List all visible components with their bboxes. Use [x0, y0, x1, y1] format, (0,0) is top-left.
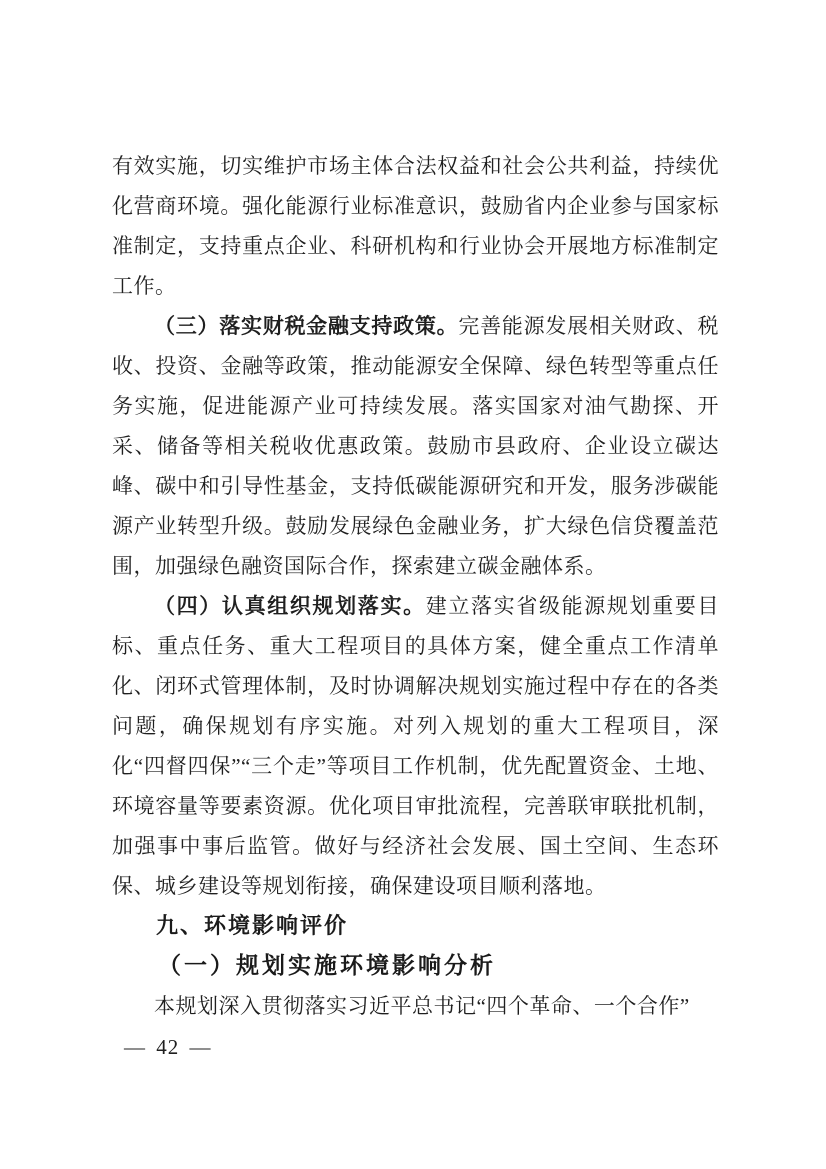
paragraph-section-4 [112, 586, 719, 906]
paragraph-text: 建立落实省级能源规划重要目标、重点任务、重大工程项目的具体方案，健全重点工作清单化、闭环式管理体制，及时协调解决规划实施过程中存在的各类问题，确保规划有序实施。对列入规划的重大工程项目，深化“四督四保”“三个走”等项目工作机制，优先配置资金、土地、环境容量等要素资源。优化项目审批流程，完善联审联批机制，加强事中事后监管。做好与经济社会发展、国土空间、生态环保、城乡建设等规划衔接，确保建设项目顺利落地。 [112, 594, 719, 898]
paragraph-lead: （三）落实财税金融支持政策。 [154, 314, 459, 338]
section-heading: 九、环境影响评价 [156, 913, 349, 938]
subsection-heading: （一）规划实施环境影响分析 [158, 953, 496, 978]
paragraph-lead: （四）认真组织规划落实。 [154, 594, 426, 618]
paragraph-section-3 [112, 306, 719, 586]
page-number: — 42 — [124, 1035, 212, 1059]
document-body [112, 146, 719, 1026]
paragraph-text: 完善能源发展相关财政、税收、投资、金融等政策，推动能源安全保障、绿色转型等重点任务实施，促进能源产业可持续发展。落实国家对油气勘探、开采、储备等相关税收优惠政策。鼓励市县政府、企业设立碳达峰、碳中和引导性基金，支持低碳能源研究和开发，服务涉碳能源产业转型升级。鼓励发展绿色金融业务，扩大绿色信贷覆盖范围，加强绿色融资国际合作，探索建立碳金融体系。 [112, 314, 719, 578]
paragraph-opening: 本规划深入贯彻落实习近平总书记“四个革命、一个合作” [154, 994, 690, 1018]
paragraph-continuation: 有效实施，切实维护市场主体合法权益和社会公共利益，持续优化营商环境。强化能源行业标准意识，鼓励省内企业参与国家标准制定，支持重点企业、科研机构和行业协会开展地方标准制定工作。 [112, 154, 719, 298]
